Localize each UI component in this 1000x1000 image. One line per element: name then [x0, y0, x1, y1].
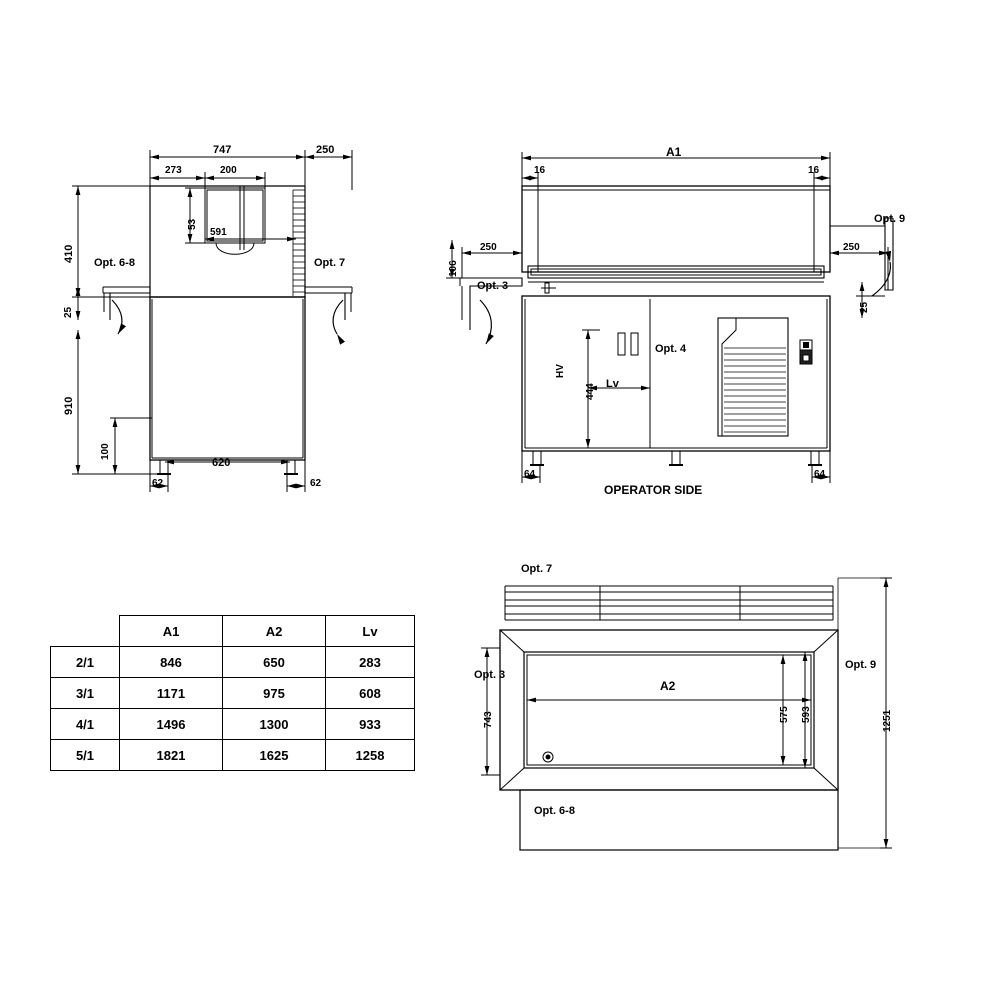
- table-cell-lv: 1258: [326, 740, 415, 771]
- callout-opt-6-8-top: Opt. 6-8: [534, 805, 575, 817]
- table-cell-a2: 650: [223, 647, 326, 678]
- dim-593: 593: [801, 706, 812, 723]
- callout-opt-6-8-side: Opt. 6-8: [94, 257, 135, 269]
- table-cell-model: 5/1: [51, 740, 120, 771]
- dim-a2: A2: [660, 679, 676, 693]
- callout-opt-3-front: Opt. 3: [477, 280, 509, 292]
- dim-hv: HV: [555, 364, 566, 378]
- dim-16-right: 16: [808, 165, 820, 176]
- dim-250-front-left: 250: [480, 242, 497, 253]
- dim-444: 444: [585, 383, 596, 400]
- table-header-a2: A2: [223, 616, 326, 647]
- dim-747: 747: [213, 144, 232, 156]
- callout-opt-3-top: Opt. 3: [474, 669, 506, 681]
- side-view-group: [72, 150, 352, 492]
- dim-1251: 1251: [882, 709, 893, 732]
- dim-200: 200: [220, 165, 237, 176]
- callout-opt-9-front: Opt. 9: [874, 213, 906, 225]
- dim-16-left: 16: [534, 165, 546, 176]
- dim-910: 910: [63, 396, 75, 415]
- dim-743: 743: [483, 711, 494, 728]
- table-row: [51, 709, 415, 740]
- callout-opt-4: Opt. 4: [655, 343, 687, 355]
- front-view-group: [446, 152, 893, 483]
- table-row: [51, 647, 415, 678]
- dim-62-right: 62: [310, 478, 322, 489]
- table-header-a1: A1: [120, 616, 223, 647]
- table-row: [51, 678, 415, 709]
- table-cell-lv: 608: [326, 678, 415, 709]
- dim-53: 53: [187, 218, 198, 230]
- callout-opt-7-side: Opt. 7: [314, 257, 346, 269]
- table-cell-a2: 975: [223, 678, 326, 709]
- dim-620: 620: [212, 457, 231, 469]
- table-cell-model: 3/1: [51, 678, 120, 709]
- dim-250-front-right: 250: [843, 242, 860, 253]
- table-cell-lv: 283: [326, 647, 415, 678]
- dim-410: 410: [63, 244, 75, 263]
- callout-opt-7-top: Opt. 7: [521, 563, 553, 575]
- table-header-lv: Lv: [326, 616, 415, 647]
- dim-273: 273: [165, 165, 182, 176]
- table-cell-lv: 933: [326, 709, 415, 740]
- dim-lv: Lv: [606, 378, 619, 390]
- dim-25-side: 25: [63, 306, 74, 318]
- dim-250-side: 250: [316, 144, 335, 156]
- table-row: [51, 740, 415, 771]
- dim-106: 106: [448, 260, 459, 277]
- table-cell-a1: 1821: [120, 740, 223, 771]
- dim-591: 591: [210, 227, 227, 238]
- table-corner-cell: [51, 616, 120, 647]
- dim-25-front: 25: [859, 301, 870, 313]
- table-cell-a2: 1625: [223, 740, 326, 771]
- table-cell-a1: 846: [120, 647, 223, 678]
- dim-64-right: 64: [814, 469, 826, 480]
- model-dimensions-table: [50, 615, 415, 771]
- dim-62-left: 62: [152, 478, 164, 489]
- table-header-row: [51, 616, 415, 647]
- dim-100: 100: [100, 443, 111, 460]
- dim-575: 575: [779, 706, 790, 723]
- dim-64-left: 64: [524, 469, 536, 480]
- table-cell-model: 4/1: [51, 709, 120, 740]
- table-cell-a1: 1496: [120, 709, 223, 740]
- table-cell-a1: 1171: [120, 678, 223, 709]
- callout-opt-9-top: Opt. 9: [845, 659, 877, 671]
- table-cell-model: 2/1: [51, 647, 120, 678]
- dim-a1: A1: [666, 145, 682, 159]
- caption-operator-side: OPERATOR SIDE: [604, 483, 703, 497]
- table-cell-a2: 1300: [223, 709, 326, 740]
